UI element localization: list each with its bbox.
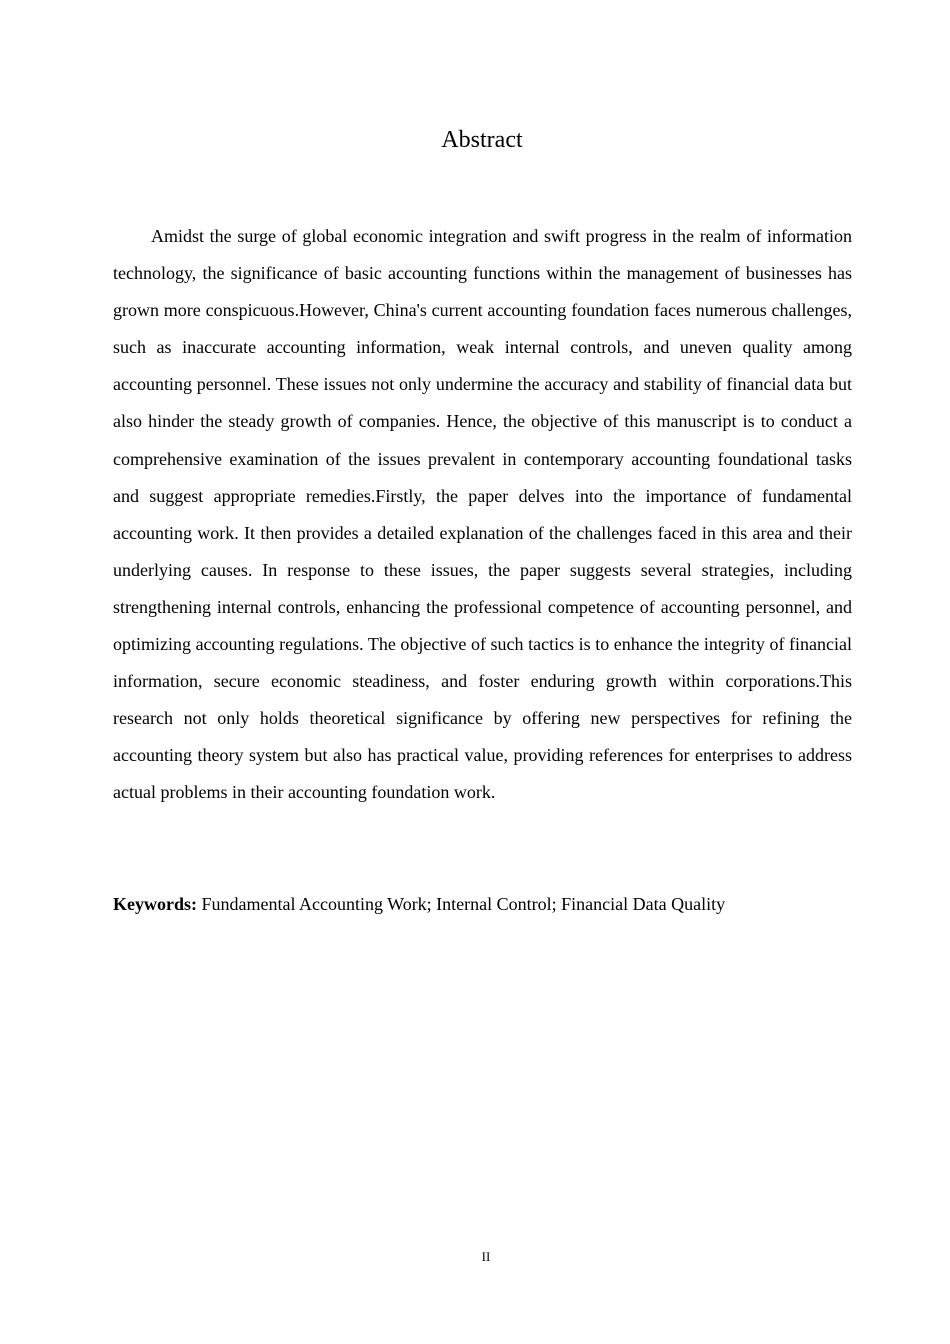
- abstract-title: Abstract: [441, 127, 523, 153]
- page-number: II: [481, 1249, 491, 1264]
- keywords-line: [113, 886, 852, 923]
- abstract-body: Amidst the surge of global economic integration and swift progress in the realm of information technology, the significance of basic accounting functions within the management of businesses has grown more conspicuous.However, China's current accounting foundation faces numerous challenges, such as inaccurate accounting information, weak internal controls, and uneven quality among accounting personnel. These issues not only undermine the accuracy and stability of financial data but also hinder the steady growth of companies. Hence, the objective of this manuscript is to conduct a comprehensive examination of the issues prevalent in contemporary accounting foundational tasks and suggest appropriate remedies.Firstly, the paper delves into the importance of fundamental accounting work. It then provides a detailed explanation of the challenges faced in this area and their underlying causes. In response to these issues, the paper suggests several strategies, including strengthening internal controls, enhancing the professional competence of accounting personnel, and optimizing accounting regulations. The objective of such tactics is to enhance the integrity of financial information, secure economic steadiness, and foster enduring growth within corporations.This research not only holds theoretical significance by offering new perspectives for refining the accounting theory system but also has practical value, providing references for enterprises to address actual problems in their accounting foundation work.: [113, 226, 852, 803]
- keywords-text: Fundamental Accounting Work; Internal Control; Financial Data Quality: [201, 894, 726, 914]
- keywords-label: Keywords:: [113, 894, 197, 914]
